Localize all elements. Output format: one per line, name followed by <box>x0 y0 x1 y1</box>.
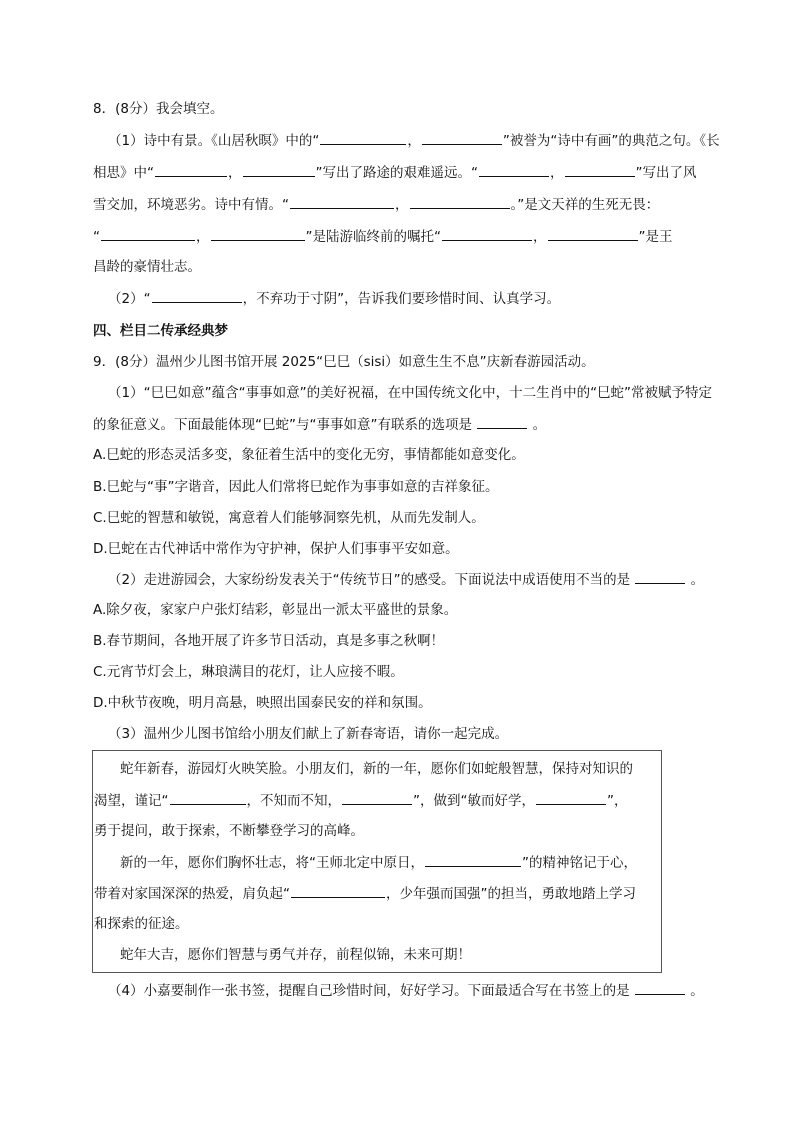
q8-header: 8．(8分）我会填空。 <box>93 101 224 117</box>
box-line: 渴望，谨记“ ，不知而不知， ”，做到“敏而好学， ”， <box>94 793 628 809</box>
box-line: 新的一年，愿你们胸怀壮志，将“王师北定中原日， ”的精神铭记于心， <box>120 855 637 871</box>
blank[interactable] <box>211 227 305 241</box>
box-line: 蛇年新春，游园灯火映笑脸。小朋友们，新的一年，愿你们如蛇般智慧，保持对知识的 <box>120 761 633 777</box>
blank[interactable] <box>152 289 242 303</box>
blank[interactable] <box>101 227 195 241</box>
option: D.巳蛇在古代神话中常作为守护神，保护人们事事平安如意。 <box>93 541 459 557</box>
section-title: 四、栏目二传承经典梦 <box>93 323 228 339</box>
answer-blank[interactable] <box>477 415 527 429</box>
blank[interactable] <box>565 163 635 177</box>
blank[interactable] <box>342 791 412 805</box>
box-line: 带着对家国深深的热爱，肩负起“ ，少年强而国强”的担当，勇敢地踏上学习 <box>94 886 636 902</box>
blank[interactable] <box>155 163 227 177</box>
q8-p1-line5: 昌龄的豪情壮志。 <box>93 259 201 275</box>
q8-p1-line4: “ ， ”是陆游临终前的嘱托“ ， ”是王 <box>93 229 673 245</box>
q9-header: 9．(8分）温州少儿图书馆开展 2025“巳巳（sisi）如意生生不息”庆新春游园活动。 <box>93 354 595 370</box>
option: C.巳蛇的智慧和敏锐，寓意着人们能够洞察先机，从而先发制人。 <box>93 510 485 526</box>
q8-p1-line3: 雪交加，环境恶劣。诗中有情。“ ， 。”是文天祥的生死无畏： <box>93 197 660 213</box>
blank[interactable] <box>536 791 606 805</box>
answer-blank[interactable] <box>635 981 685 995</box>
blank[interactable] <box>422 131 502 145</box>
blank[interactable] <box>479 163 549 177</box>
box-line: 勇于提问，敢于探索，不断攀登学习的高峰。 <box>94 823 364 839</box>
q8-p1-line2: 相思》中“ ， ”写出了路途的艰难遥远。“ ， ”写出了风 <box>93 165 697 181</box>
q9-p4: （4）小嘉要制作一张书签，提醒自己珍惜时间，好好学习。下面最适合写在书签上的是 。 <box>108 983 704 999</box>
q8-p2: （2）“ ，不弃功于寸阴”，告诉我们要珍惜时间、认真学习。 <box>108 291 561 307</box>
box-line: 和探索的征途。 <box>94 916 189 932</box>
blank[interactable] <box>170 791 246 805</box>
blank[interactable] <box>290 195 394 209</box>
answer-blank[interactable] <box>635 570 685 584</box>
blank[interactable] <box>320 131 406 145</box>
q9-p2: （2）走进游园会，大家纷纷发表关于“传统节日”的感受。下面说法中成语使用不当的是 。 <box>108 572 705 588</box>
q9-p1-line1: （1）“巳巳如意”蕴含“事事如意”的美好祝福，在中国传统文化中，十二生肖中的“巳蛇”常被赋予特定 <box>108 385 713 401</box>
blank[interactable] <box>243 163 315 177</box>
blank[interactable] <box>410 195 510 209</box>
q9-p1-line2: 的象征意义。下面最能体现“巳蛇”与“事事如意”有联系的选项是 。 <box>93 417 547 433</box>
box-line: 蛇年大吉，愿你们智慧与勇气并存，前程似锦，未来可期！ <box>120 947 471 963</box>
option: B.春节期间，各地开展了许多节日活动，真是多事之秋啊！ <box>93 633 445 649</box>
option: A.除夕夜，家家户户张灯结彩，彰显出一派太平盛世的景象。 <box>93 602 458 618</box>
q9-p3: （3）温州少儿图书馆给小朋友们献上了新春寄语，请你一起完成。 <box>108 726 509 742</box>
q8-p1-line1: （1）诗中有景。《山居秋暝》中的“ ， ”被誉为“诗中有画”的典范之句。《长 <box>108 133 720 149</box>
blank[interactable] <box>548 227 638 241</box>
option: C.元宵节灯会上，琳琅满目的花灯，让人应接不暇。 <box>93 664 404 680</box>
option: D.中秋节夜晚，明月高悬，映照出国泰民安的祥和氛围。 <box>93 695 432 711</box>
blank[interactable] <box>442 227 532 241</box>
blank[interactable] <box>291 884 385 898</box>
blank[interactable] <box>425 853 521 867</box>
option: A.巳蛇的形态灵活多变，象征着生活中的变化无穷，事情都能如意变化。 <box>93 447 525 463</box>
option: B.巳蛇与“事”字谐音，因此人们常将巳蛇作为事事如意的吉祥象征。 <box>93 479 499 495</box>
